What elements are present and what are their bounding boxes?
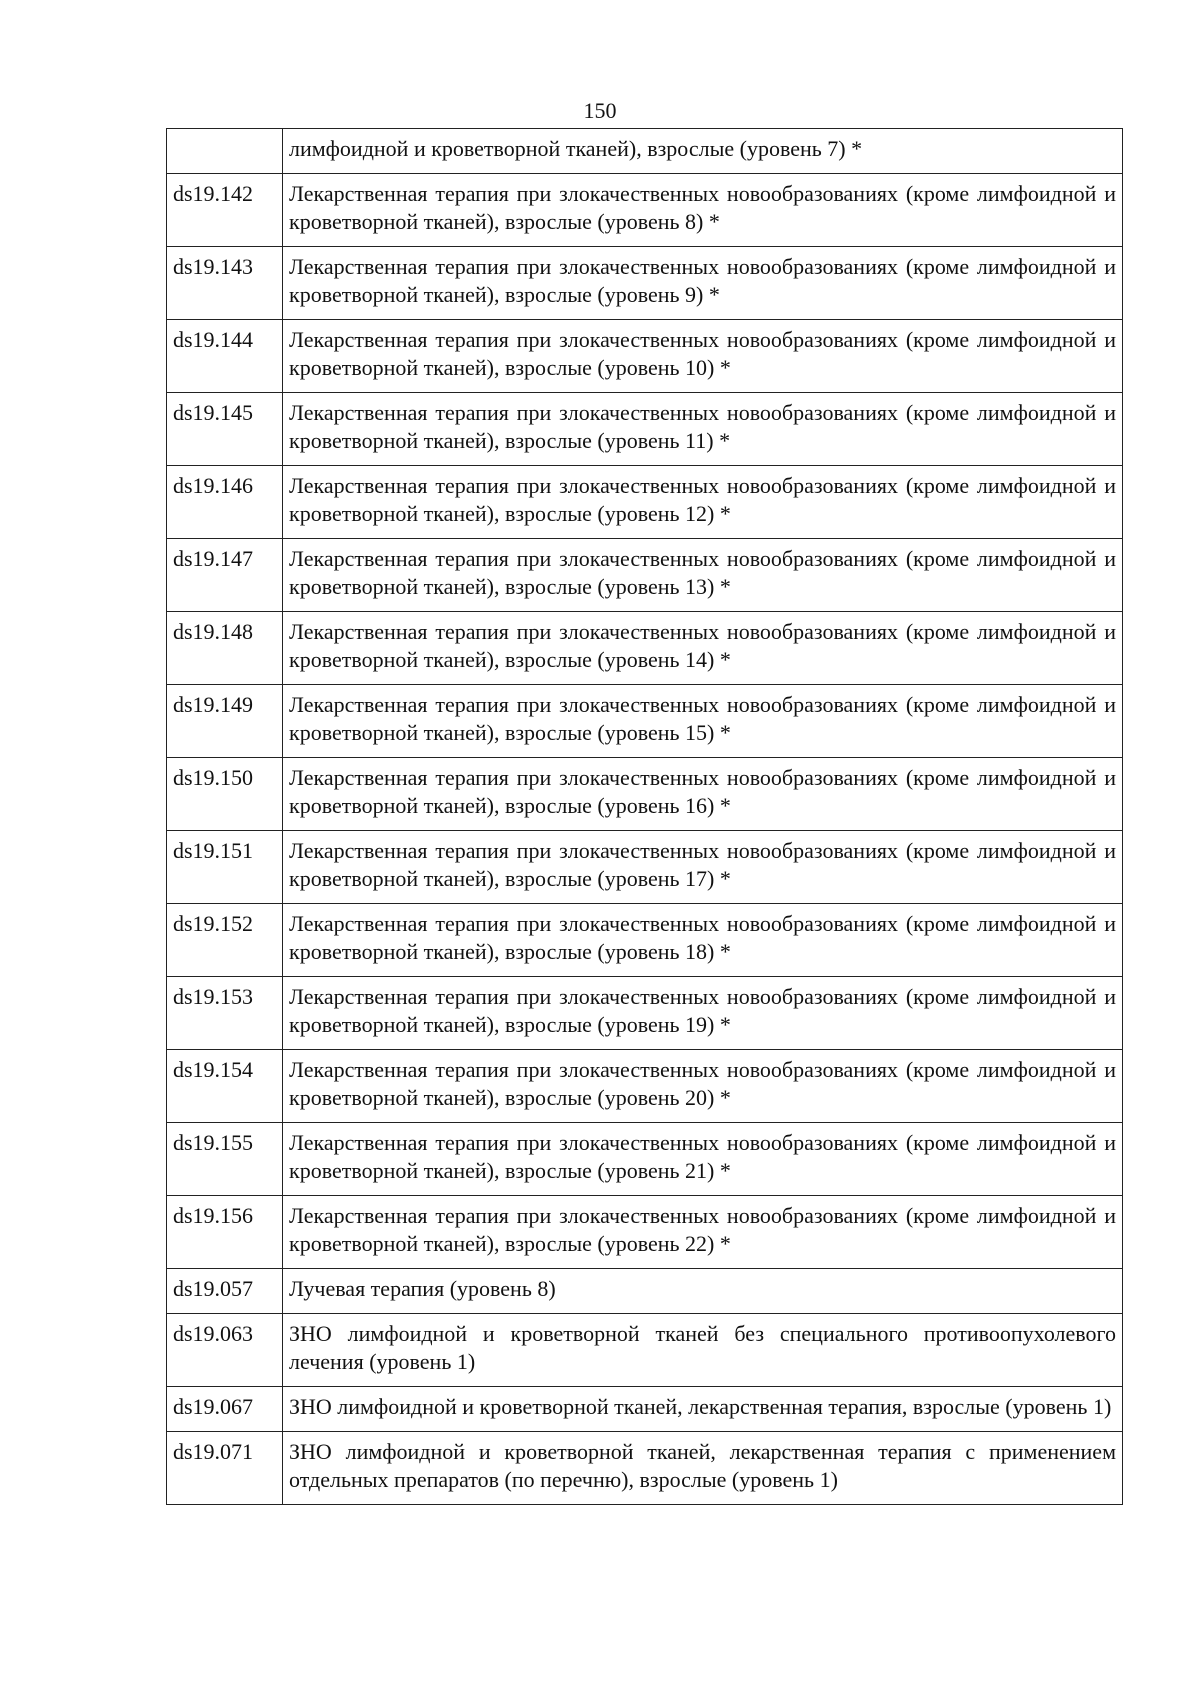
row-description: Лекарственная терапия при злокачественных новообразованиях (кроме лимфоидной и кроветворной тканей), взрослые (уровень 21) * bbox=[283, 1123, 1123, 1196]
table-row bbox=[167, 831, 1123, 904]
row-code: ds19.156 bbox=[167, 1196, 283, 1269]
table-row bbox=[167, 466, 1123, 539]
table-row bbox=[167, 320, 1123, 393]
row-description: Лекарственная терапия при злокачественных новообразованиях (кроме лимфоидной и кроветворной тканей), взрослые (уровень 11) * bbox=[283, 393, 1123, 466]
row-description: Лекарственная терапия при злокачественных новообразованиях (кроме лимфоидной и кроветворной тканей), взрослые (уровень 19) * bbox=[283, 977, 1123, 1050]
row-code: ds19.153 bbox=[167, 977, 283, 1050]
row-code: ds19.067 bbox=[167, 1387, 283, 1432]
row-code: ds19.071 bbox=[167, 1432, 283, 1505]
row-description: Лекарственная терапия при злокачественных новообразованиях (кроме лимфоидной и кроветворной тканей), взрослые (уровень 20) * bbox=[283, 1050, 1123, 1123]
table-row bbox=[167, 247, 1123, 320]
table-row bbox=[167, 1314, 1123, 1387]
row-code: ds19.148 bbox=[167, 612, 283, 685]
table-row bbox=[167, 758, 1123, 831]
row-code: ds19.146 bbox=[167, 466, 283, 539]
row-description: Лекарственная терапия при злокачественных новообразованиях (кроме лимфоидной и кроветворной тканей), взрослые (уровень 8) * bbox=[283, 174, 1123, 247]
row-code: ds19.152 bbox=[167, 904, 283, 977]
table-row bbox=[167, 1269, 1123, 1314]
table-row bbox=[167, 1387, 1123, 1432]
row-code: ds19.151 bbox=[167, 831, 283, 904]
tariff-table-body bbox=[167, 129, 1123, 1505]
table-row bbox=[167, 1432, 1123, 1505]
table-row bbox=[167, 612, 1123, 685]
row-code: ds19.155 bbox=[167, 1123, 283, 1196]
row-code: ds19.143 bbox=[167, 247, 283, 320]
row-code: ds19.150 bbox=[167, 758, 283, 831]
row-code: ds19.057 bbox=[167, 1269, 283, 1314]
table-row bbox=[167, 904, 1123, 977]
row-description: Лекарственная терапия при злокачественных новообразованиях (кроме лимфоидной и кроветворной тканей), взрослые (уровень 18) * bbox=[283, 904, 1123, 977]
row-code: ds19.142 bbox=[167, 174, 283, 247]
table-row bbox=[167, 393, 1123, 466]
row-description: Лекарственная терапия при злокачественных новообразованиях (кроме лимфоидной и кроветворной тканей), взрослые (уровень 22) * bbox=[283, 1196, 1123, 1269]
row-description: Лекарственная терапия при злокачественных новообразованиях (кроме лимфоидной и кроветворной тканей), взрослые (уровень 14) * bbox=[283, 612, 1123, 685]
row-description: ЗНО лимфоидной и кроветворной тканей без специального противоопухолевого лечения (уровень 1) bbox=[283, 1314, 1123, 1387]
row-code: ds19.149 bbox=[167, 685, 283, 758]
row-code: ds19.144 bbox=[167, 320, 283, 393]
row-description: Лучевая терапия (уровень 8) bbox=[283, 1269, 1123, 1314]
row-description: ЗНО лимфоидной и кроветворной тканей, лекарственная терапия, взрослые (уровень 1) bbox=[283, 1387, 1123, 1432]
table-row bbox=[167, 1050, 1123, 1123]
row-code: ds19.145 bbox=[167, 393, 283, 466]
row-description: Лекарственная терапия при злокачественных новообразованиях (кроме лимфоидной и кроветворной тканей), взрослые (уровень 9) * bbox=[283, 247, 1123, 320]
tariff-table bbox=[166, 128, 1123, 1505]
table-row bbox=[167, 174, 1123, 247]
table-row bbox=[167, 1123, 1123, 1196]
table-row bbox=[167, 129, 1123, 174]
row-description: Лекарственная терапия при злокачественных новообразованиях (кроме лимфоидной и кроветворной тканей), взрослые (уровень 16) * bbox=[283, 758, 1123, 831]
row-code: ds19.147 bbox=[167, 539, 283, 612]
row-description: Лекарственная терапия при злокачественных новообразованиях (кроме лимфоидной и кроветворной тканей), взрослые (уровень 13) * bbox=[283, 539, 1123, 612]
row-description: Лекарственная терапия при злокачественных новообразованиях (кроме лимфоидной и кроветворной тканей), взрослые (уровень 15) * bbox=[283, 685, 1123, 758]
page-number: 150 bbox=[583, 98, 617, 123]
row-description: Лекарственная терапия при злокачественных новообразованиях (кроме лимфоидной и кроветворной тканей), взрослые (уровень 17) * bbox=[283, 831, 1123, 904]
row-code: ds19.063 bbox=[167, 1314, 283, 1387]
table-row bbox=[167, 1196, 1123, 1269]
table-row bbox=[167, 539, 1123, 612]
row-description: Лекарственная терапия при злокачественных новообразованиях (кроме лимфоидной и кроветворной тканей), взрослые (уровень 12) * bbox=[283, 466, 1123, 539]
table-row bbox=[167, 685, 1123, 758]
table-row bbox=[167, 977, 1123, 1050]
row-description: Лекарственная терапия при злокачественных новообразованиях (кроме лимфоидной и кроветворной тканей), взрослые (уровень 10) * bbox=[283, 320, 1123, 393]
row-code: ds19.154 bbox=[167, 1050, 283, 1123]
row-description: лимфоидной и кроветворной тканей), взрослые (уровень 7) * bbox=[283, 129, 1123, 174]
row-code bbox=[167, 129, 283, 174]
row-description: ЗНО лимфоидной и кроветворной тканей, лекарственная терапия с применением отдельных препаратов (по перечню), взрослые (уровень 1) bbox=[283, 1432, 1123, 1505]
